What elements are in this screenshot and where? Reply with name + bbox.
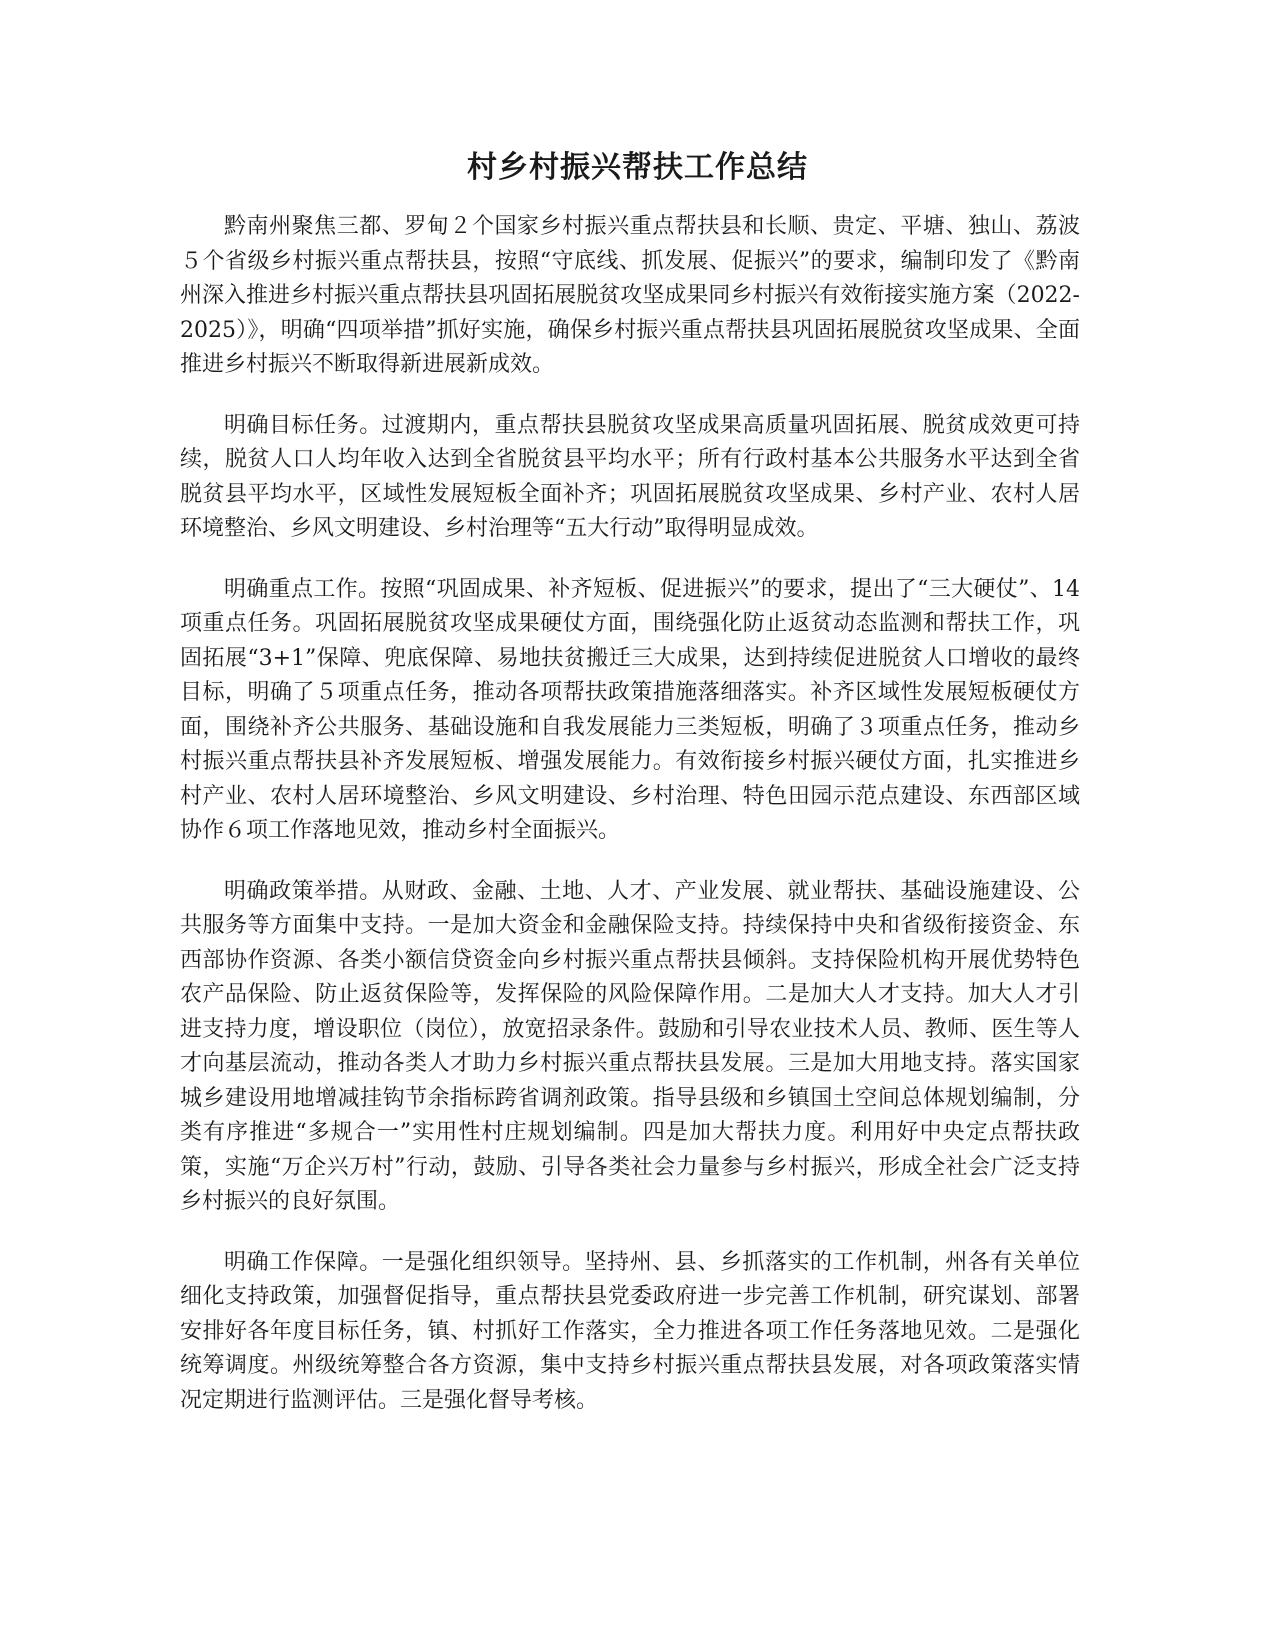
paragraph-work-guarantee: 明确工作保障。一是强化组织领导。坚持州、县、乡抓落实的工作机制，州各有关单位细化支持政策，加强督促指导，重点帮扶县党委政府进一步完善工作机制，研究谋划、部署安排好各年度目标任务，镇、村抓好工作落实，全力推进各项工作任务落地见效。二是强化统筹调度。州级统筹整合各方资源，集中支持乡村振兴重点帮扶县发展，对各项政策落实情况定期进行监测评估。三是强化督导考核。 (180, 1249, 1080, 1413)
document-title: 村乡村振兴帮扶工作总结 (467, 150, 808, 185)
paragraph-targets: 明确目标任务。过渡期内，重点帮扶县脱贫攻坚成果高质量巩固拓展、脱贫成效更可持续，脱贫人口人均年收入达到全省脱贫县平均水平；所有行政村基本公共服务水平达到全省脱贫县平均水平，区域性发展短板全面补齐；巩固拓展脱贫攻坚成果、乡村产业、农村人居环境整治、乡风文明建设、乡村治理等“五大行动”取得明显成效。 (180, 412, 1080, 541)
paragraph-policy-measures: 明确政策举措。从财政、金融、土地、人才、产业发展、就业帮扶、基础设施建设、公共服务等方面集中支持。一是加大资金和金融保险支持。持续保持中央和省级衔接资金、东西部协作资源、各类小额信贷资金向乡村振兴重点帮扶县倾斜。支持保险机构开展优势特色农产品保险、防止返贫保险等，发挥保险的风险保障作用。二是加大人才支持。加大人才引进支持力度，增设职位（岗位），放宽招录条件。鼓励和引导农业技术人员、教师、医生等人才向基层流动，推动各类人才助力乡村振兴重点帮扶县发展。三是加大用地支持。落实国家城乡建设用地增减挂钩节余指标跨省调剂政策。指导县级和乡镇国土空间总体规划编制，分类有序推进“多规合一”实用性村庄规划编制。四是加大帮扶力度。利用好中央定点帮扶政策，实施“万企兴万村”行动，鼓励、引导各类社会力量参与乡村振兴，形成全社会广泛支持乡村振兴的良好氛围。 (180, 878, 1080, 1214)
document-body (180, 210, 1080, 1444)
paragraph-intro: 黔南州聚焦三都、罗甸２个国家乡村振兴重点帮扶县和长顺、贵定、平塘、独山、荔波５个省级乡村振兴重点帮扶县，按照“守底线、抓发展、促振兴”的要求，编制印发了《黔南州深入推进乡村振兴重点帮扶县巩固拓展脱贫攻坚成果同乡村振兴有效衔接实施方案（2022-2025）》，明确“四项举措”抓好实施，确保乡村振兴重点帮扶县巩固拓展脱贫攻坚成果、全面推进乡村振兴不断取得新进展新成效。 (180, 214, 1080, 377)
paragraph-key-work: 明确重点工作。按照“巩固成果、补齐短板、促进振兴”的要求，提出了“三大硬仗”、14项重点任务。巩固拓展脱贫攻坚成果硬仗方面，围绕强化防止返贫动态监测和帮扶工作，巩固拓展“3+1”保障、兜底保障、易地扶贫搬迁三大成果，达到持续促进脱贫人口增收的最终目标，明确了５项重点任务，推动各项帮扶政策措施落细落实。补齐区域性发展短板硬仗方面，围绕补齐公共服务、基础设施和自我发展能力三类短板，明确了３项重点任务，推动乡村振兴重点帮扶县补齐发展短板、增强发展能力。有效衔接乡村振兴硬仗方面，扎实推进乡村产业、农村人居环境整治、乡风文明建设、乡村治理、特色田园示范点建设、东西部区域协作６项工作落地见效，推动乡村全面振兴。 (180, 576, 1080, 843)
